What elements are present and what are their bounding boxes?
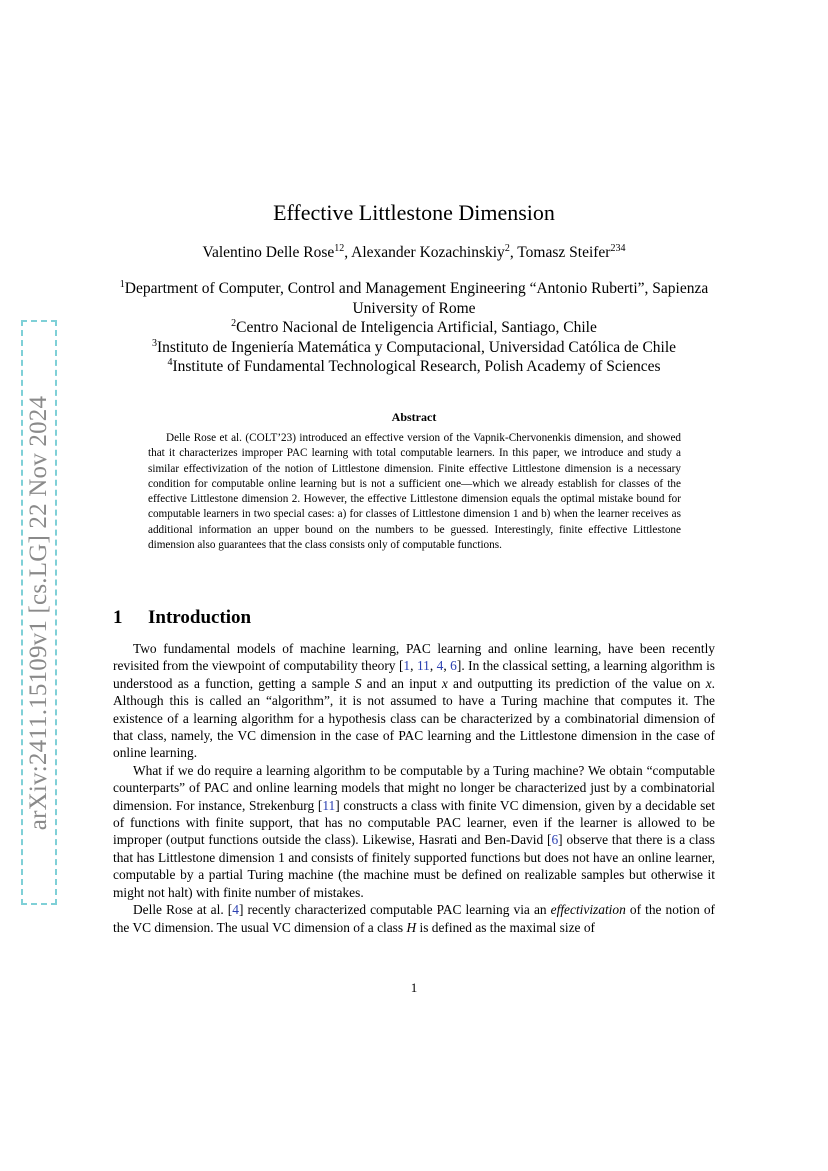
affiliation-mark: 2 [231,317,237,329]
text-run: . Although this is called an “algorithm”, it is not assumed to have a Turing machine that computes it. The existence of a learning algorithm for a hypothesis class can be characterized by a combinatorial dimension of that class, namely, the VC dimension in the case of PAC learning and the Littlestone dimension in the case of online learning. [113,675,715,761]
affiliation [110,279,718,318]
page-number: 1 [410,980,418,995]
citation-link[interactable]: 4 [436,658,444,674]
author-separator: , [509,244,518,261]
citation-link[interactable]: 11 [322,797,336,813]
text-run: ] recently characterized computable PAC learning via an [238,902,551,918]
arxiv-side-stamp [21,320,57,905]
emphasized-text: effectivization [550,902,626,918]
affiliation-list [110,279,718,377]
text-run: What if we do require a learning algorithm to be computable by a Turing machine? We obtain “computable counterparts” of PAC and online learning models that might no longer be characterized just by a combinatorial dimension. For instance, Strekenburg [ [113,762,715,813]
author-affiliation-mark: 234 [610,242,626,254]
author-name: Alexander Kozachinskiy [351,244,505,261]
citation-link[interactable]: 6 [450,658,457,674]
body-text [113,640,715,936]
text-run: ]. In the classical setting, a learning algorithm is understood as a function, getting a sample [113,658,716,691]
math-symbol: x [705,675,712,691]
section-heading [113,607,713,629]
citation-link[interactable]: 11 [416,658,430,674]
affiliation-mark: 3 [151,337,157,349]
math-symbol: S [354,675,362,691]
abstract-heading: Abstract [391,410,437,424]
author-name: Valentino Delle Rose [202,244,335,261]
author-affiliation-mark: 12 [334,242,345,254]
section-title: Introduction [148,607,252,628]
text-run: , [443,658,451,674]
text-run: ] constructs a class with finite VC dimension, given by a decidable set of functions with finite support, that has no computable PAC learner, even if the learner is allowed to be improper (output functions outside the class). Likewise, Hasrati and Ben-David [ [113,797,715,848]
abstract-text: Delle Rose et al. (COLT’23) introduced an effective version of the Vapnik-Chervonenkis dimension, and showed that it characterizes improper PAC learning with total computable learners. In this paper, we introduce and study a similar effectivization of the notion of Littlestone dimension. Finite effective Littlestone dimension is a necessary condition for computable online learning but is not a sufficient one—which we already establish for classes of the effective Littlestone dimension 2. However, the effective Littlestone dimension equals the optimal mistake bound for computable learners in two special cases: a) for classes of Littlestone dimension 1 and b) when the learner receives as additional information an upper bound on the numbers to be guessed. Interestingly, finite effective Littlestone dimension also guarantees that the class consists only of computable functions. [148,432,681,552]
math-symbol: x [441,675,448,691]
affiliation-text: Department of Computer, Control and Management Engineering “Antonio Ruberti”, Sapienza University of Rome [124,280,709,317]
paragraph [113,901,715,936]
affiliation-text: Centro Nacional de Inteligencia Artificial, Santiago, Chile [236,319,597,336]
paragraph [113,640,715,762]
author-list [0,244,828,262]
text-run: and an input [361,675,442,691]
affiliation [110,318,718,338]
affiliation-text: Institute of Fundamental Technological Research, Polish Academy of Sciences [172,358,661,375]
paper-title: Effective Littlestone Dimension [273,200,555,225]
affiliation [110,338,718,358]
citation-link[interactable]: 1 [403,658,411,674]
affiliation-text: Instituto de Ingeniería Matemática y Computacional, Universidad Católica de Chile [156,338,677,356]
text-run: Delle Rose at al. [ [133,902,233,918]
paragraph [113,762,715,901]
author-separator: , [344,244,352,261]
text-run: ] observe that there is a class that has Littlestone dimension 1 and consists of finitely supported functions but does not have an online learner, computable by a partial Turing machine (the machine must be defined on realizable samples but otherwise it might not halt) with finite number of mistakes. [113,832,715,900]
text-run: is defined as the maximal size of [416,919,595,935]
affiliation-mark: 4 [167,356,173,368]
citation-link[interactable]: 6 [551,832,559,848]
text-run: , [429,658,437,674]
citation-link[interactable]: 4 [232,902,239,918]
arxiv-identifier[interactable]: arXiv:2411.15109v1 [cs.LG] 22 Nov 2024 [25,395,52,830]
text-run: of the notion of the VC dimension. The usual VC dimension of a class [113,902,716,935]
author-affiliation-mark: 2 [504,242,510,254]
math-symbol: H [406,919,417,935]
text-run: and outputting its prediction of the value on [447,675,706,691]
author-name: Tomasz Steifer [517,244,611,261]
section-number: 1 [113,607,123,628]
text-run: , [410,658,417,674]
affiliation [110,357,718,377]
text-run: Two fundamental models of machine learning, PAC learning and online learning, have been recently revisited from the viewpoint of computability theory [ [113,641,715,674]
affiliation-mark: 1 [119,278,125,290]
